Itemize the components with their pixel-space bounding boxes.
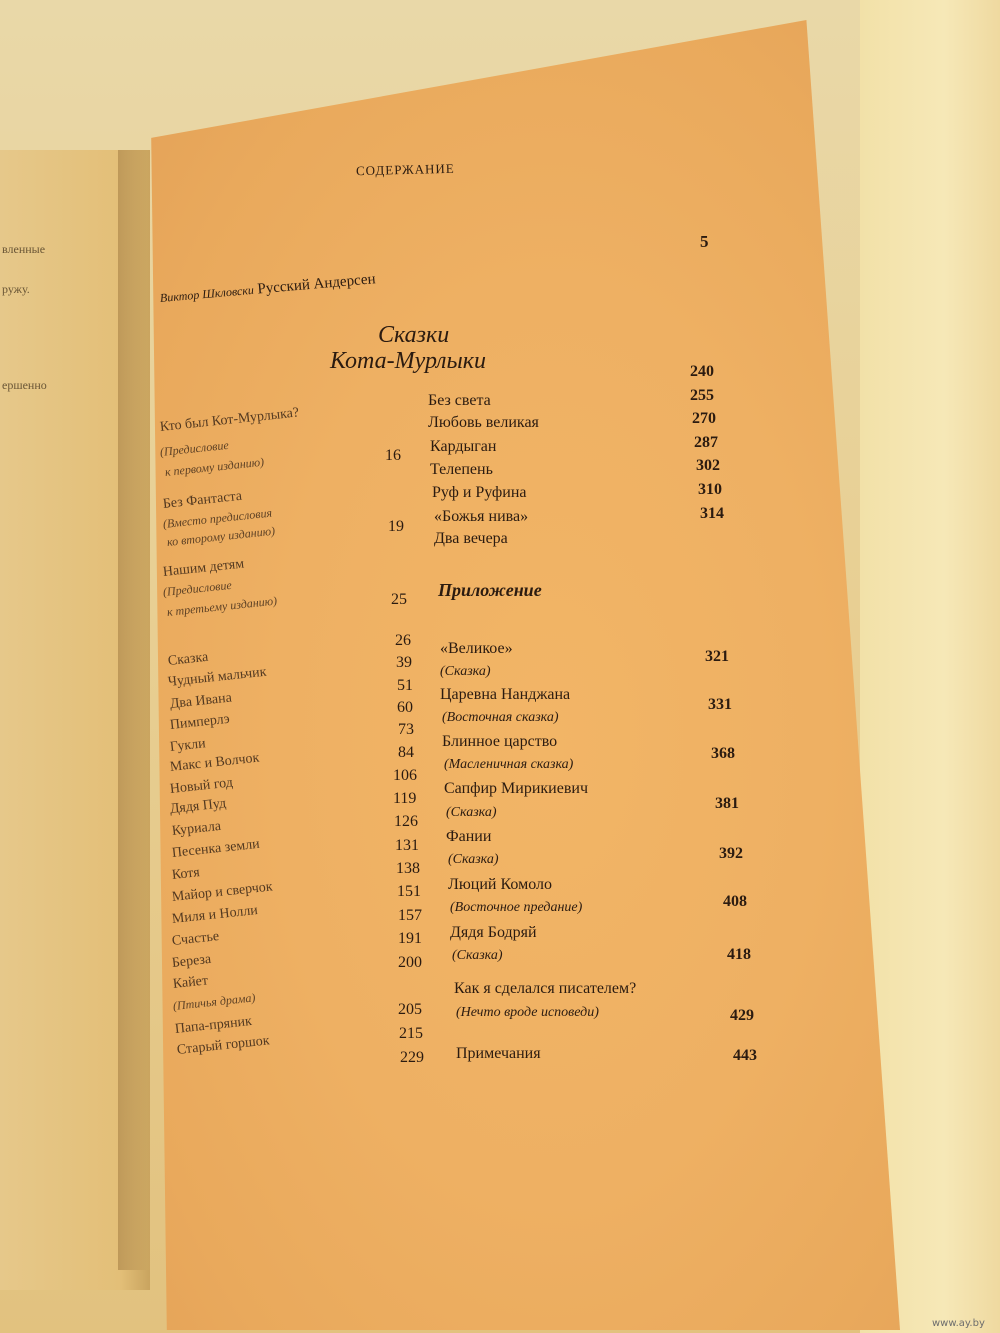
toc-entry-page: 16: [385, 447, 401, 464]
watermark: www.ay.by: [932, 1318, 985, 1329]
toc-entry-title: Гукли: [169, 736, 207, 755]
appendix-entry-title: Фании: [446, 828, 492, 845]
appendix-entry-subtitle: (Масленичная сказка): [444, 757, 574, 772]
appendix-entry-subtitle: (Сказка): [448, 852, 499, 867]
appendix-entry-subtitle: (Сказка): [452, 948, 503, 963]
toc-entry-title: Два Ивана: [169, 690, 233, 712]
toc-entry-title: Старый горшок: [176, 1033, 271, 1058]
toc-entry-page: 131: [395, 837, 419, 854]
toc-entry-page: 215: [399, 1025, 423, 1042]
toc-entry-title: Майор и сверчок: [171, 879, 274, 905]
toc-entry-subtitle: (Птичья драма): [172, 990, 257, 1013]
section-title-line1: Сказки: [378, 322, 450, 348]
toc-entry-page: 191: [398, 930, 422, 947]
toc-entry-title: «Божья нива»: [434, 508, 529, 525]
left-page-text: вленные: [2, 242, 46, 256]
toc-entry-title: Руф и Руфина: [432, 484, 527, 501]
appendix-entry-title: Царевна Нанджана: [440, 686, 571, 703]
toc-entry-page: 287: [694, 434, 718, 451]
toc-entry-title: Чудный мальчик: [167, 664, 268, 690]
toc-entry-page: 151: [397, 883, 421, 900]
left-page-text: ружу.: [2, 282, 30, 296]
toc-entry-page: 157: [398, 907, 422, 924]
toc-entry-subtitle: к первому изданию): [164, 454, 265, 479]
appendix-entry-subtitle: (Сказка): [440, 664, 491, 679]
toc-entry-title: Пимперлэ: [169, 711, 231, 733]
toc-entry-page: 73: [398, 721, 414, 738]
toc-entry-title: Кто был Кот-Мурлыка?: [159, 405, 300, 435]
toc-entry-title: Котя: [171, 865, 201, 883]
appendix-entry-subtitle: (Восточная сказка): [442, 710, 559, 725]
page-gutter-shadow: [118, 150, 148, 1270]
toc-entry-title: Новый год: [169, 775, 234, 797]
toc-entry-page: 240: [690, 363, 714, 380]
page-header: СОДЕРЖАНИЕ: [355, 160, 455, 179]
toc-entry-title: Сказка: [167, 649, 209, 669]
appendix-entry-title: Сапфир Мирикиевич: [444, 780, 589, 797]
toc-entry-page: 84: [398, 744, 414, 761]
toc-entry-page: 25: [391, 591, 407, 608]
toc-entry-title: Без Фантаста: [162, 488, 243, 512]
toc-entry-title: Кардыган: [430, 438, 497, 455]
toc-entry-title: Любовь великая: [428, 414, 539, 431]
appendix-entry-subtitle: (Восточное предание): [450, 900, 583, 915]
toc-entry-page: 119: [393, 790, 417, 807]
toc-entry-page: 270: [692, 410, 716, 427]
toc-entry-title: Макс и Волчок: [169, 750, 261, 775]
toc-entry-page: 229: [400, 1049, 424, 1066]
appendix-entry-page: 408: [723, 893, 747, 910]
toc-entry-title: Песенка земли: [171, 836, 261, 861]
appendix-entry-subtitle: (Нечто вроде исповеди): [456, 1005, 599, 1020]
appendix-entry-page: 392: [719, 845, 743, 862]
toc-entry-title: Два вечера: [434, 530, 508, 547]
appendix-entry-title: Примечания: [456, 1045, 541, 1062]
left-page-text: ершенно: [2, 378, 47, 392]
toc-entry-subtitle: к третьему изданию): [166, 593, 278, 619]
toc-entry-subtitle: (Предисловие: [162, 577, 233, 599]
toc-entry-page: 200: [398, 954, 422, 971]
toc-entry-page: 126: [394, 813, 418, 830]
toc-entry-page: 60: [397, 699, 413, 716]
appendix-entry-title: Дядя Бодряй: [450, 924, 537, 941]
intro-author: Виктор Шкловски: [159, 282, 255, 305]
toc-entry-title: Миля и Нолли: [171, 903, 259, 927]
toc-entry-page: 19: [388, 518, 404, 535]
toc-entry-title: Береза: [171, 951, 212, 971]
toc-entry-page: 255: [690, 387, 714, 404]
toc-entry-page: 106: [393, 767, 417, 784]
toc-entry-title: Куриала: [171, 818, 222, 839]
appendix-entry-title: «Великое»: [440, 640, 513, 657]
toc-entry-title: Кайет: [172, 973, 209, 992]
appendix-entry-title: Люций Комоло: [448, 876, 552, 893]
appendix-entry-title: Блинное царство: [442, 733, 558, 750]
toc-entry-title: Дядя Пуд: [169, 796, 227, 817]
toc-entry-page: 314: [700, 505, 724, 522]
toc-entry-page: 310: [698, 481, 722, 498]
toc-entry-subtitle: (Вместо предисловия: [162, 505, 273, 531]
toc-entry-subtitle: (Предисловие: [159, 437, 230, 459]
appendix-title: Приложение: [438, 580, 542, 600]
appendix-entry-page: 331: [708, 696, 732, 713]
appendix-entry-page: 321: [705, 648, 729, 665]
appendix-entry-page: 368: [711, 745, 735, 762]
appendix-entry-page: 381: [715, 795, 739, 812]
toc-entry-title: Телепень: [430, 461, 493, 478]
appendix-entry-subtitle: (Сказка): [446, 805, 497, 820]
toc-entry-page: 205: [398, 1001, 422, 1018]
toc-entry-title: Папа-пряник: [174, 1013, 253, 1037]
appendix-entry-page: 418: [727, 946, 751, 963]
toc-entry-title: Нашим детям: [162, 556, 245, 580]
section-title-line2: Кота-Мурлыки: [330, 348, 486, 374]
appendix-entry-page: 429: [730, 1007, 754, 1024]
toc-entry-page: 26: [395, 632, 411, 649]
toc-entry-page: 302: [696, 457, 720, 474]
intro-page-number: 5: [700, 232, 709, 251]
appendix-entry-page: 443: [733, 1047, 757, 1064]
toc-entry-page: 138: [396, 860, 420, 877]
toc-entry-page: 51: [397, 677, 413, 694]
toc-entry-title: Без света: [428, 392, 491, 409]
appendix-entry-title: Как я сделался писателем?: [454, 980, 637, 997]
intro-title: Русский Андерсен: [256, 271, 377, 298]
toc-entry-title: Счастье: [171, 929, 220, 949]
toc-entry-subtitle: ко второму изданию): [166, 523, 276, 549]
toc-entry-page: 39: [396, 654, 412, 671]
